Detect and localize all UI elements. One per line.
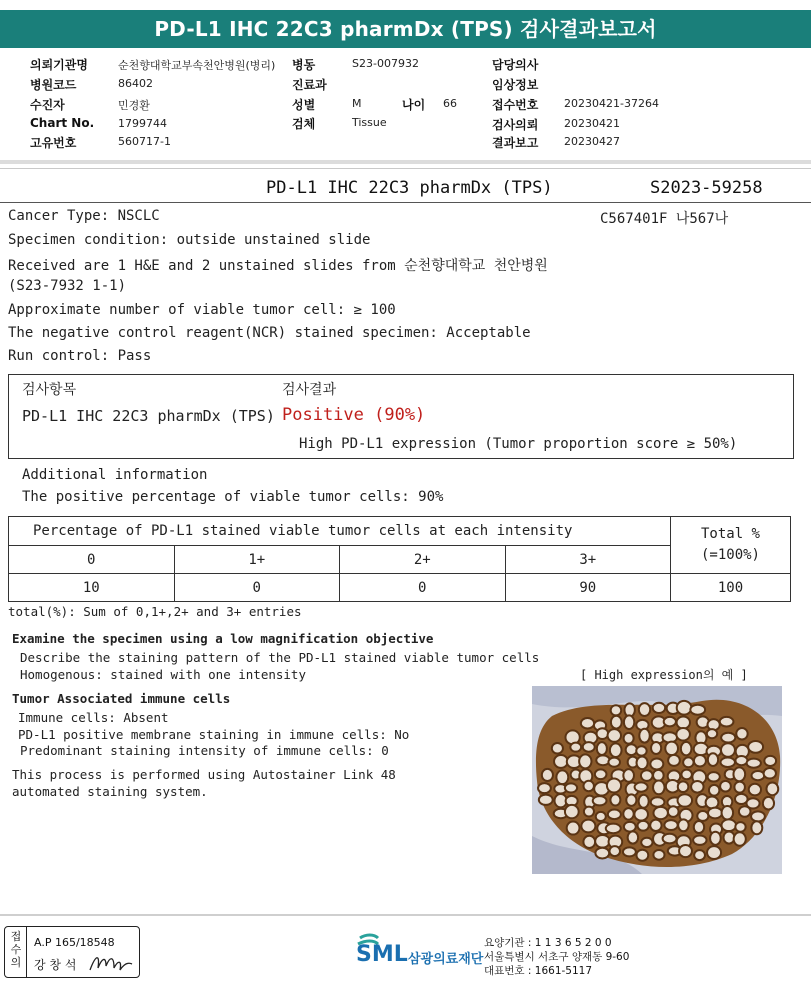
immune-heading: Tumor Associated immune cells [12, 691, 231, 706]
received-text: Received are 1 H&E and 2 unstained slides from 순천향대학교 천안병원 [8, 258, 548, 274]
hospital-code-value: 86402 [118, 77, 153, 90]
stained-cell [706, 797, 719, 809]
stained-cell [583, 742, 595, 752]
stained-cell [650, 820, 661, 831]
intensity-header-2: 2+ [340, 546, 506, 574]
unique-value: 560717-1 [118, 135, 171, 148]
stained-cell [623, 808, 633, 819]
address: 서울특별시 서초구 양재동 9-60 [484, 951, 630, 963]
doctor-label: 담당의사 [492, 58, 539, 72]
divider [0, 168, 811, 169]
stained-cell [720, 758, 735, 768]
total-header-cell [671, 517, 791, 574]
patient-value: 민경환 [118, 99, 150, 112]
divider [0, 202, 811, 203]
stained-cell [676, 728, 690, 740]
stained-cell [579, 754, 591, 768]
stained-cell [623, 769, 634, 782]
stained-cell [720, 781, 731, 792]
phone: 대표번호 : 1661-5117 [484, 965, 593, 977]
stained-cell [638, 821, 649, 831]
stained-cell [597, 728, 609, 739]
stained-cell [626, 794, 636, 805]
col-item-header: 검사항목 [22, 382, 77, 398]
run-control: Run control: Pass [8, 348, 152, 364]
stained-cell [677, 716, 690, 728]
stained-cell [608, 810, 621, 820]
specimen-condition: Specimen condition: outside unstained slide [8, 232, 371, 248]
signature [88, 950, 134, 976]
stained-cell [597, 742, 607, 755]
stained-cell [707, 729, 717, 738]
stained-cell [641, 770, 653, 781]
stained-cell [607, 779, 621, 793]
stained-cell [610, 794, 620, 805]
stained-cell [628, 831, 638, 843]
stained-cell [639, 729, 649, 743]
immune-line3: Predominant staining intensity of immune cells: 0 [20, 743, 389, 758]
stained-cell [734, 782, 745, 793]
stained-cell [583, 836, 595, 848]
additional-heading: Additional information [22, 467, 208, 483]
license-number: 요양기관 : 1 1 3 6 5 2 0 0 [484, 937, 612, 949]
stained-cell [739, 806, 751, 817]
intensity-value-3: 90 [505, 574, 671, 602]
patient-label: 수진자 [30, 98, 65, 112]
viable-cells: Approximate number of viable tumor cell: ≥ 100 [8, 302, 396, 318]
stained-cell [595, 835, 610, 848]
stained-cell [635, 782, 648, 791]
divider [0, 914, 811, 916]
total-sub: (=100%) [700, 547, 760, 563]
sex-value: M [352, 97, 362, 110]
divider [0, 160, 811, 164]
stained-cell [681, 742, 692, 755]
stained-cell [708, 808, 722, 819]
stained-cell [653, 770, 664, 781]
stained-cell [608, 729, 621, 742]
stained-cell [707, 846, 721, 859]
intensity-header-3: 3+ [505, 546, 671, 574]
stained-cell [708, 753, 718, 766]
intensity-value-1: 0 [174, 574, 340, 602]
stained-cell [542, 769, 553, 781]
patient-info-panel [0, 48, 811, 166]
table-note: total(%): Sum of 0,1+,2+ and 3+ entries [8, 604, 302, 619]
stained-cell [697, 811, 708, 821]
stained-cell [624, 733, 634, 744]
stain-example-image [532, 686, 782, 874]
stained-cell [606, 824, 621, 834]
stained-cell [623, 847, 636, 856]
report-title: PD-L1 IHC 22C3 pharmDx (TPS) 검사결과보고서 [154, 17, 657, 41]
stained-cell [581, 820, 595, 833]
stained-cell [636, 746, 646, 755]
clinical-label: 임상정보 [492, 78, 539, 92]
intensity-caption: Percentage of PD-L1 stained viable tumor cells at each intensity [9, 517, 671, 546]
examine-line1: Describe the staining pattern of the PD-L1 stained viable tumor cells [20, 650, 540, 665]
stained-cell [538, 783, 551, 793]
test-name-heading: PD-L1 IHC 22C3 pharmDx (TPS) [266, 178, 553, 198]
stained-cell [690, 705, 705, 715]
stained-cell [539, 795, 553, 805]
stained-cell [663, 834, 677, 844]
age-value: 66 [443, 97, 457, 110]
stained-cell [664, 820, 677, 830]
process-line2: automated staining system. [12, 784, 208, 799]
stained-cell [764, 756, 776, 766]
block-code: C567401F 나567나 [600, 211, 729, 227]
stained-cell [734, 832, 746, 846]
stained-cell [752, 771, 765, 780]
stained-cell [624, 822, 636, 832]
stained-cell [709, 785, 719, 796]
ward-value: S23-007932 [352, 57, 419, 70]
stained-cell [678, 781, 689, 792]
stained-cell [584, 807, 594, 817]
stained-cell [611, 705, 622, 715]
expression-level: High PD-L1 expression (Tumor proportion score ≥ 50%) [299, 436, 738, 452]
receipt-value: 20230421-37264 [564, 97, 659, 110]
stained-cell [679, 845, 692, 857]
stained-cell [626, 744, 637, 755]
stained-cell [736, 728, 747, 739]
stained-cell [634, 808, 648, 820]
stained-cell [651, 742, 661, 754]
receipt-label: 접수번호 [492, 98, 539, 112]
stained-cell [641, 838, 652, 847]
stained-cell [651, 797, 665, 806]
result-item: PD-L1 IHC 22C3 pharmDx (TPS) [22, 407, 275, 425]
stained-cell [593, 796, 607, 805]
positive-percentage: The positive percentage of viable tumor cells: 90% [22, 489, 444, 505]
unique-label: 고유번호 [30, 136, 77, 150]
stained-cell [653, 850, 664, 860]
intensity-header-0: 0 [9, 546, 175, 574]
stained-cell [748, 741, 763, 753]
stained-cell [751, 821, 762, 834]
hospital-code-label: 병원코드 [30, 78, 77, 92]
stained-cell [611, 716, 622, 729]
foundation-name: 삼광의료재단 [408, 952, 484, 967]
stained-cell [749, 784, 761, 796]
ward-label: 병동 [292, 58, 316, 72]
stained-cell [708, 772, 720, 781]
divider [26, 926, 27, 978]
stained-cell [678, 794, 693, 806]
stained-cell [722, 819, 737, 831]
stained-cell [668, 755, 680, 766]
stamp-side-label: 접수의 [10, 930, 22, 969]
report-date-label: 결과보고 [492, 136, 539, 150]
stained-cell [678, 819, 688, 831]
stained-cell [610, 743, 622, 757]
stained-cell [639, 795, 649, 808]
stained-cell [764, 768, 776, 779]
stained-cell [735, 822, 745, 832]
intensity-value-0: 10 [9, 574, 175, 602]
stained-cell [691, 781, 703, 793]
stained-cell [733, 767, 745, 781]
stained-cell [583, 781, 593, 792]
stained-cell [751, 811, 765, 821]
stained-cell [668, 806, 679, 817]
request-date-label: 검사의뢰 [492, 118, 539, 132]
stained-cell [653, 807, 667, 819]
stained-cell [565, 783, 577, 792]
stained-cell [694, 755, 706, 767]
stained-cell [567, 821, 580, 834]
dept-label: 진료과 [292, 78, 327, 92]
stamp-name: 강 창 석 [34, 958, 77, 972]
stained-cell [720, 717, 734, 727]
stained-cell [677, 701, 692, 715]
chart-value: 1799744 [118, 117, 167, 130]
request-date-value: 20230421 [564, 117, 620, 130]
stained-cell [694, 821, 704, 833]
stained-cell [596, 755, 609, 765]
stained-cell [552, 743, 563, 753]
chart-label: Chart No. [30, 116, 95, 130]
stained-cell [608, 758, 620, 767]
stained-cell [637, 756, 648, 769]
intensity-header-1: 1+ [174, 546, 340, 574]
result-value: Positive (90%) [282, 405, 426, 425]
stained-cell [565, 805, 579, 818]
specimen-label: 검체 [292, 117, 316, 131]
process-line1: This process is performed using Autostainer Link 48 [12, 767, 396, 782]
stained-cell [665, 742, 678, 756]
total-header: Total % [700, 526, 760, 542]
stained-cell [722, 806, 734, 820]
stained-cell [681, 770, 691, 780]
sml-logo-text: SML [356, 942, 408, 967]
stained-cell [710, 832, 721, 845]
immune-line1: Immune cells: Absent [18, 710, 169, 725]
stained-cell [721, 743, 735, 757]
stained-cell [694, 850, 705, 860]
stained-cell [595, 848, 609, 859]
report-date-value: 20230427 [564, 135, 620, 148]
report-title-bar [0, 10, 811, 48]
age-label: 나이 [402, 98, 426, 112]
stained-cell [650, 759, 663, 770]
stained-cell [747, 759, 761, 768]
institution-value: 순천향대학교부속천안병원(병리) [118, 59, 276, 72]
intensity-total: 100 [671, 574, 791, 602]
stained-cell [735, 756, 747, 765]
stained-cell [595, 769, 607, 779]
stained-cell [639, 703, 650, 716]
immune-line2: PD-L1 positive membrane staining in immune cells: No [18, 727, 410, 742]
stained-cell [721, 733, 735, 743]
stained-cell [554, 755, 568, 768]
ncr-text: The negative control reagent(NCR) stained specimen: Acceptable [8, 325, 531, 341]
institution-label: 의뢰기관명 [30, 58, 88, 72]
stained-cell [609, 846, 620, 856]
stained-cell [653, 780, 664, 794]
stained-cell [664, 717, 676, 726]
examine-line2: Homogenous: stained with one intensity [20, 667, 306, 682]
stained-cell [766, 783, 778, 796]
image-caption: [ High expression의 예 ] [580, 668, 748, 682]
sex-label: 성별 [292, 98, 316, 112]
report-number: S2023-59258 [650, 178, 763, 198]
stained-cell [763, 797, 774, 810]
intensity-value-2: 0 [340, 574, 506, 602]
specimen-value: Tissue [352, 116, 387, 129]
stained-cell [636, 850, 648, 861]
intensity-table [8, 516, 791, 602]
received-id: (S23-7932 1-1) [8, 278, 127, 294]
examine-heading: Examine the specimen using a low magnification objective [12, 631, 434, 646]
stained-cell [570, 743, 581, 752]
stained-cell [596, 812, 606, 821]
stained-cell [683, 757, 693, 767]
col-result-header: 검사결과 [282, 382, 337, 398]
stamp-ap: A.P 165/18548 [34, 936, 115, 949]
cancer-type: Cancer Type: NSCLC [8, 208, 160, 224]
stained-cell [581, 718, 594, 728]
stained-cell [556, 770, 568, 784]
stained-cell [653, 703, 665, 713]
stained-cell [693, 835, 706, 844]
stained-cell [624, 715, 634, 729]
